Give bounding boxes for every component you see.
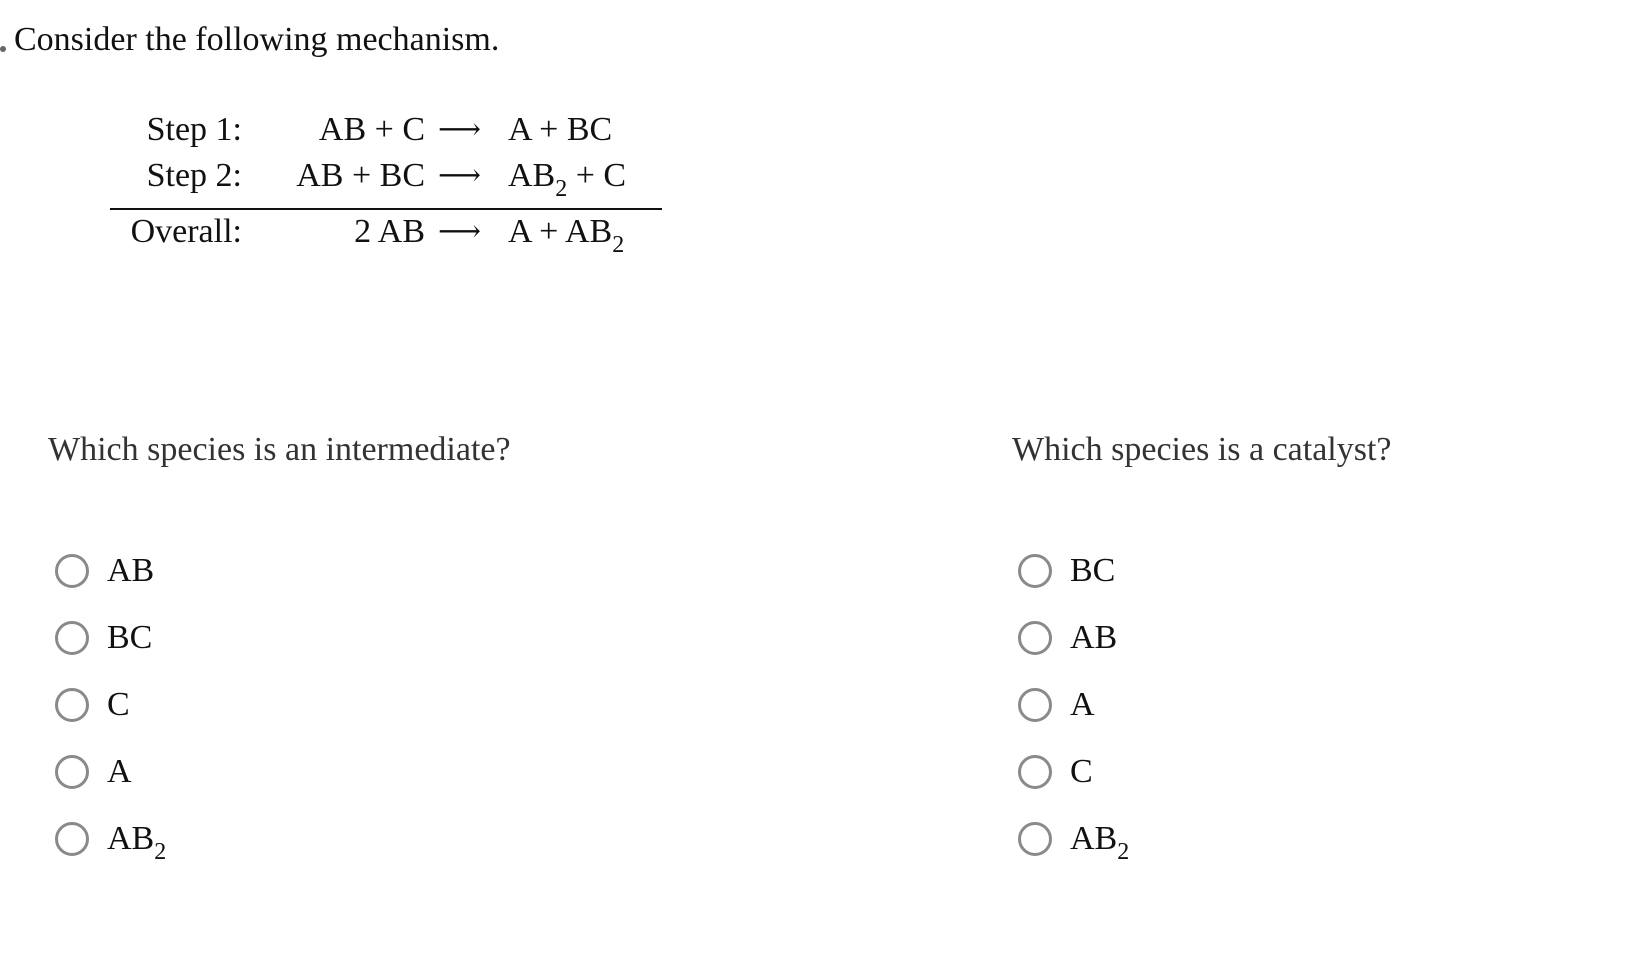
intermediate-option-1[interactable] (55, 549, 154, 593)
option-label (107, 817, 167, 865)
option-subscript: 2 (1117, 839, 1130, 865)
catalyst-option-4[interactable] (1018, 750, 1093, 794)
overall-label: Overall: (130, 213, 242, 250)
option-label (107, 683, 130, 727)
radio-button[interactable] (1018, 621, 1052, 655)
radio-button[interactable] (55, 822, 89, 856)
option-label (107, 549, 154, 593)
option-text: C (1070, 753, 1093, 790)
option-label (1070, 683, 1095, 727)
intermediate-option-2[interactable] (55, 616, 152, 660)
intermediate-option-3[interactable] (55, 683, 130, 727)
radio-button[interactable] (1018, 822, 1052, 856)
overall-reactants: 2 AB (354, 213, 425, 250)
radio-button[interactable] (55, 755, 89, 789)
option-subscript: 2 (154, 839, 167, 865)
radio-button[interactable] (1018, 554, 1052, 588)
option-text: BC (1070, 552, 1116, 589)
option-label (107, 750, 132, 794)
step-1-reactants: AB + C (318, 111, 425, 148)
option-text: A (1070, 686, 1095, 723)
step-1-products: A + BC (508, 111, 613, 148)
step-1-label: Step 1: (146, 111, 242, 148)
option-label (1070, 817, 1130, 865)
radio-button[interactable] (55, 554, 89, 588)
intermediate-option-5[interactable] (55, 817, 167, 865)
intermediate-question: Which species is an intermediate? (48, 431, 511, 468)
option-text: BC (107, 619, 153, 656)
overall-arrow: ⟶ (438, 214, 482, 249)
intermediate-option-4[interactable] (55, 750, 132, 794)
option-text: AB (107, 820, 155, 857)
option-label (1070, 616, 1117, 660)
step-2-products-tail: + C (567, 157, 627, 194)
option-label (1070, 549, 1115, 593)
step-2-label: Step 2: (146, 157, 242, 194)
overall-products-main: A + AB (508, 213, 613, 250)
step-2-products (508, 156, 627, 202)
catalyst-option-1[interactable] (1018, 549, 1115, 593)
option-label (107, 616, 152, 660)
radio-button[interactable] (1018, 688, 1052, 722)
option-text: AB (1070, 619, 1118, 656)
step-2-products-main: AB (508, 157, 556, 194)
option-text: A (107, 753, 132, 790)
step-1-arrow: ⟶ (438, 112, 482, 147)
overall-products-subscript: 2 (612, 232, 625, 258)
step-2-products-subscript: 2 (555, 176, 568, 202)
catalyst-option-5[interactable] (1018, 817, 1130, 865)
option-text: AB (1070, 820, 1118, 857)
catalyst-option-2[interactable] (1018, 616, 1117, 660)
radio-button[interactable] (1018, 755, 1052, 789)
step-2-reactants: AB + BC (296, 157, 425, 194)
catalyst-question: Which species is a catalyst? (1012, 431, 1392, 468)
option-text: AB (107, 552, 155, 589)
question-intro: Consider the following mechanism. (14, 21, 500, 58)
radio-button[interactable] (55, 688, 89, 722)
overall-products (508, 212, 625, 258)
option-text: C (107, 686, 130, 723)
bullet-dot (0, 46, 6, 52)
radio-button[interactable] (55, 621, 89, 655)
step-2-arrow: ⟶ (438, 158, 482, 193)
catalyst-option-3[interactable] (1018, 683, 1095, 727)
mechanism-divider (110, 208, 662, 210)
option-label (1070, 750, 1093, 794)
